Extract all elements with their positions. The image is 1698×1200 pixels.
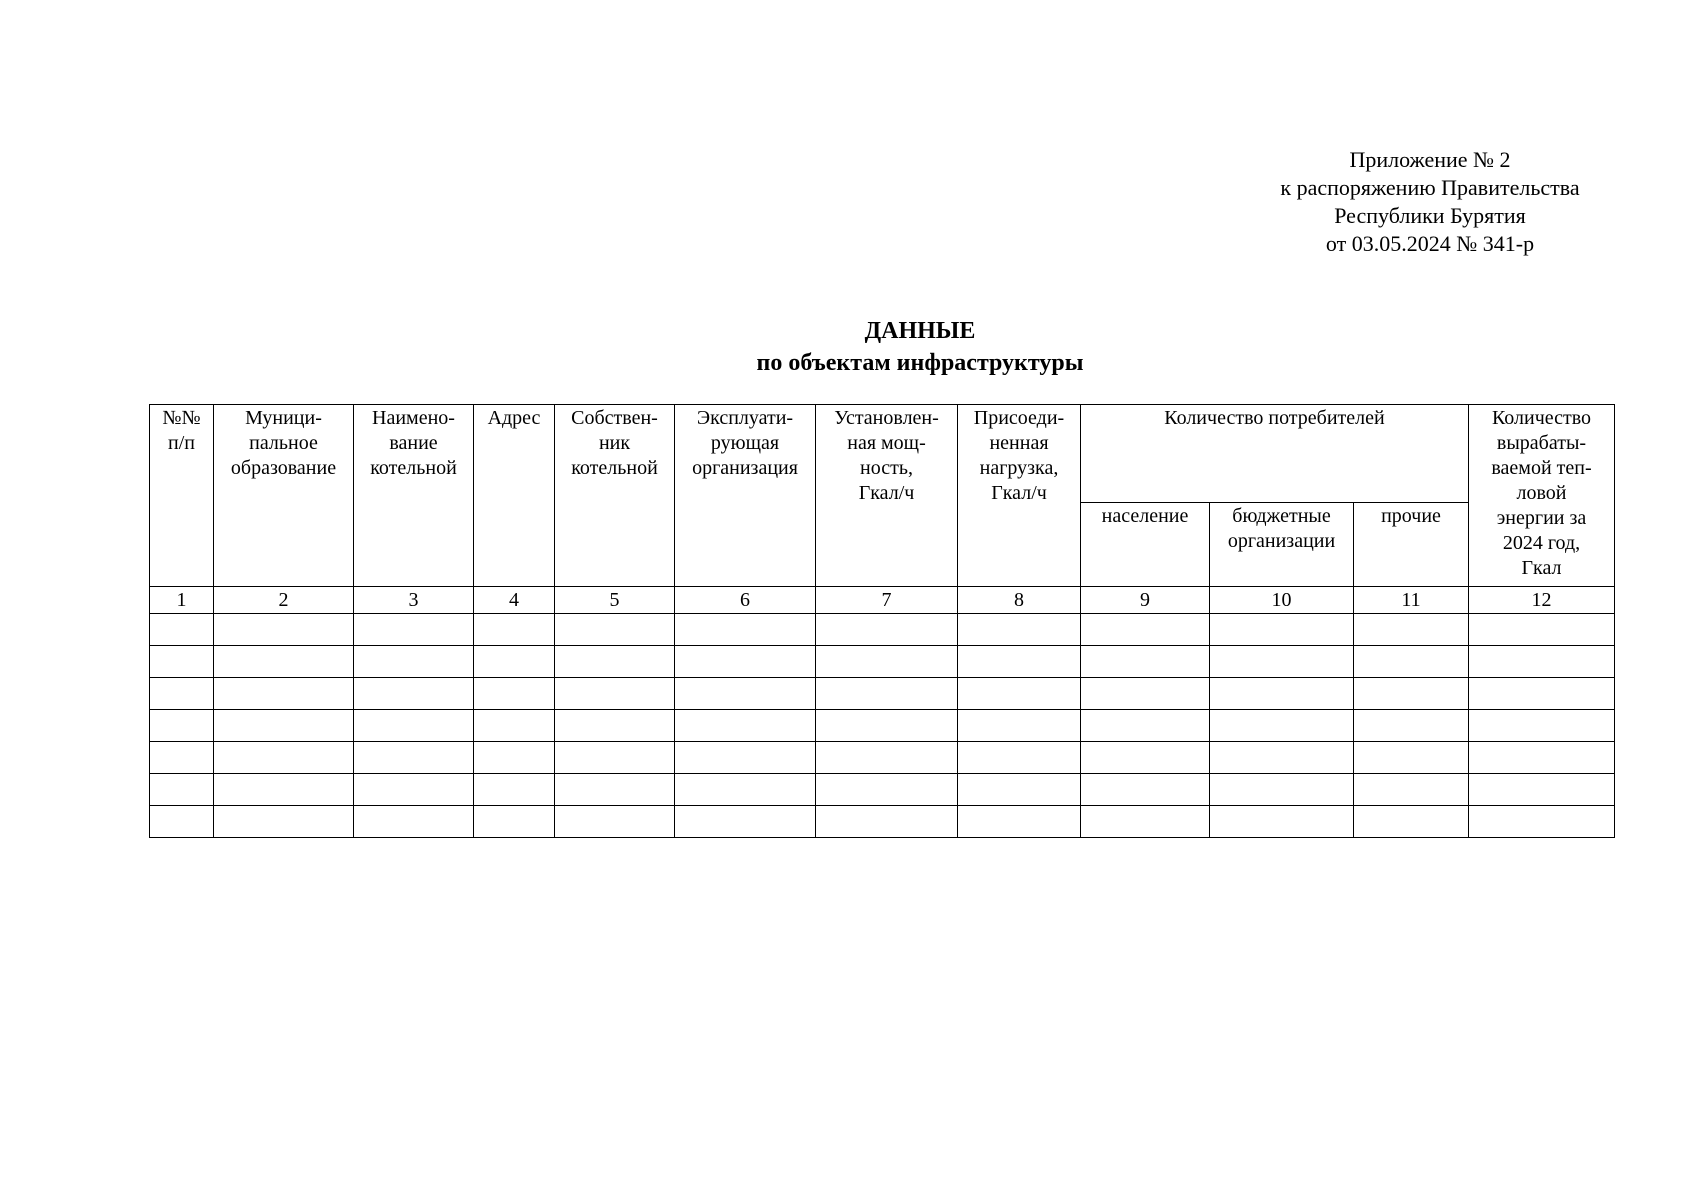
header-text-line: ненная	[989, 432, 1049, 454]
table-cell	[1081, 614, 1210, 646]
header-text-line: население	[1101, 505, 1189, 527]
appendix-authority: Республики Бурятия	[1334, 203, 1526, 228]
header-text-line: Гкал/ч	[991, 482, 1047, 504]
header-connected-load	[958, 405, 1081, 587]
table-cell	[958, 710, 1081, 742]
table-cell	[1354, 710, 1469, 742]
table-cell	[816, 742, 958, 774]
table-cell	[1354, 742, 1469, 774]
table-cell	[214, 614, 354, 646]
header-text-line: энергии за	[1496, 507, 1587, 529]
header-text-line: Установлен-	[834, 407, 939, 429]
table-cell	[555, 774, 675, 806]
table-cell	[1469, 614, 1615, 646]
table-cell	[555, 646, 675, 678]
table-cell	[354, 774, 474, 806]
table-cell	[474, 646, 555, 678]
table-cell	[675, 742, 816, 774]
table-cell	[1210, 646, 1354, 678]
table-cell	[474, 614, 555, 646]
table-cell	[150, 614, 214, 646]
column-number-cell: 3	[354, 587, 474, 614]
table-cell	[1210, 774, 1354, 806]
table-row	[150, 678, 1615, 710]
column-number-row	[150, 587, 1615, 614]
header-text-line: ная мощ-	[847, 432, 926, 454]
table-row	[150, 774, 1615, 806]
header-operating-organization	[675, 405, 816, 587]
header-text-line: нагрузка,	[979, 457, 1059, 479]
table-cell	[1210, 742, 1354, 774]
table-cell	[816, 806, 958, 838]
table-cell	[1081, 678, 1210, 710]
header-text-line: Муници-	[245, 407, 322, 429]
header-row-number	[150, 405, 214, 587]
table-cell	[675, 774, 816, 806]
table-cell	[1469, 774, 1615, 806]
header-population	[1081, 503, 1210, 587]
header-text-line: ность,	[860, 457, 913, 479]
header-text-line: Количество потребителей	[1164, 407, 1385, 429]
table-cell	[1210, 678, 1354, 710]
table-cell	[675, 806, 816, 838]
table-cell	[354, 678, 474, 710]
header-text-line: организация	[692, 457, 798, 479]
table-cell	[1469, 806, 1615, 838]
column-number-cell: 6	[675, 587, 816, 614]
appendix-date-number: от 03.05.2024 № 341-р	[1325, 231, 1535, 256]
header-text-line: котельной	[571, 457, 658, 479]
table-cell	[214, 646, 354, 678]
column-number-cell: 1	[150, 587, 214, 614]
table-cell	[555, 614, 675, 646]
table-cell	[1354, 614, 1469, 646]
table-row	[150, 710, 1615, 742]
table-cell	[1210, 710, 1354, 742]
header-text-line: Количество	[1491, 407, 1592, 429]
table-cell	[958, 646, 1081, 678]
table-cell	[474, 710, 555, 742]
table-cell	[816, 774, 958, 806]
table-cell	[354, 742, 474, 774]
table-cell	[816, 710, 958, 742]
table-cell	[1354, 774, 1469, 806]
table-cell	[150, 646, 214, 678]
header-address	[474, 405, 555, 587]
table-cell	[354, 806, 474, 838]
table-cell	[150, 774, 214, 806]
column-number-cell: 7	[816, 587, 958, 614]
column-number-cell: 12	[1469, 587, 1615, 614]
table-row	[150, 806, 1615, 838]
header-municipality	[214, 405, 354, 587]
table-cell	[555, 710, 675, 742]
header-other	[1354, 503, 1469, 587]
column-number-cell: 2	[214, 587, 354, 614]
table-cell	[214, 710, 354, 742]
column-number-cell: 4	[474, 587, 555, 614]
table-cell	[675, 614, 816, 646]
table-cell	[1210, 806, 1354, 838]
header-text-line: Эксплуати-	[696, 407, 794, 429]
table-cell	[675, 710, 816, 742]
table-cell	[555, 678, 675, 710]
header-text-line: п/п	[168, 432, 195, 454]
table-row	[150, 646, 1615, 678]
appendix-order-reference: к распоряжению Правительства	[1280, 175, 1580, 200]
title-subtitle: по объектам инфраструктуры	[756, 350, 1084, 376]
header-heat-energy-produced	[1469, 405, 1615, 587]
header-text-line: рующая	[710, 432, 780, 454]
table-cell	[816, 614, 958, 646]
column-number-cell: 10	[1210, 587, 1354, 614]
header-budget-organizations	[1210, 503, 1354, 587]
header-text-line: Адрес	[487, 407, 541, 429]
column-number-cell: 11	[1354, 587, 1469, 614]
infrastructure-table	[149, 404, 1615, 838]
header-text-line: образование	[230, 457, 337, 479]
table-cell	[354, 614, 474, 646]
table-cell	[1469, 646, 1615, 678]
header-boiler-owner	[555, 405, 675, 587]
header-text-line: прочие	[1381, 505, 1441, 527]
table-cell	[675, 646, 816, 678]
table-cell	[214, 806, 354, 838]
table-cell	[958, 742, 1081, 774]
table-row	[150, 742, 1615, 774]
header-text-line: Гкал	[1521, 557, 1562, 579]
header-text-line: вырабаты-	[1496, 432, 1587, 454]
header-text-line: Собствен-	[571, 407, 658, 429]
table-body	[150, 587, 1615, 838]
table-cell	[474, 742, 555, 774]
table-cell	[1469, 742, 1615, 774]
header-text-line: Гкал/ч	[858, 482, 915, 504]
title-main: ДАННЫЕ	[864, 318, 976, 344]
column-number-cell: 5	[555, 587, 675, 614]
table-cell	[214, 742, 354, 774]
header-text-line: вание	[389, 432, 438, 454]
table-cell	[474, 774, 555, 806]
table-cell	[1354, 646, 1469, 678]
table-cell	[214, 774, 354, 806]
table-cell	[150, 742, 214, 774]
table-cell	[1081, 742, 1210, 774]
table-cell	[555, 806, 675, 838]
table-cell	[150, 710, 214, 742]
header-text-line: организации	[1227, 530, 1336, 552]
table-cell	[354, 710, 474, 742]
header-text-line: ваемой теп-	[1491, 457, 1592, 479]
column-number-cell: 8	[958, 587, 1081, 614]
table-cell	[1081, 806, 1210, 838]
table-cell	[474, 806, 555, 838]
header-text-line: ник	[598, 432, 631, 454]
appendix-number: Приложение № 2	[1349, 147, 1511, 172]
table-cell	[474, 678, 555, 710]
header-text-line: Наимено-	[372, 407, 455, 429]
table-cell	[1081, 774, 1210, 806]
table-cell	[1354, 806, 1469, 838]
table-cell	[1469, 678, 1615, 710]
table-cell	[958, 774, 1081, 806]
table-cell	[555, 742, 675, 774]
header-text-line: №№	[162, 407, 201, 429]
appendix-block	[1230, 146, 1630, 258]
header-text-line: пальное	[249, 432, 318, 454]
table-cell	[150, 806, 214, 838]
table-cell	[1081, 710, 1210, 742]
table-cell	[1469, 710, 1615, 742]
table-cell	[958, 678, 1081, 710]
header-installed-capacity	[816, 405, 958, 587]
table-cell	[354, 646, 474, 678]
header-consumers-count	[1081, 405, 1469, 503]
table-cell	[816, 678, 958, 710]
table-cell	[1354, 678, 1469, 710]
column-number-cell: 9	[1081, 587, 1210, 614]
document-title	[600, 315, 1240, 379]
header-text-line: Присоеди-	[973, 407, 1065, 429]
header-text-line: бюджетные	[1232, 505, 1331, 527]
table-cell	[1210, 614, 1354, 646]
table-row	[150, 614, 1615, 646]
header-boiler-name	[354, 405, 474, 587]
table-cell	[675, 678, 816, 710]
table-cell	[214, 678, 354, 710]
header-text-line: котельной	[370, 457, 457, 479]
table-cell	[150, 678, 214, 710]
header-text-line: 2024 год,	[1502, 532, 1581, 554]
table-cell	[958, 806, 1081, 838]
table-cell	[958, 614, 1081, 646]
table-cell	[1081, 646, 1210, 678]
header-text-line: ловой	[1516, 482, 1567, 504]
table-cell	[816, 646, 958, 678]
